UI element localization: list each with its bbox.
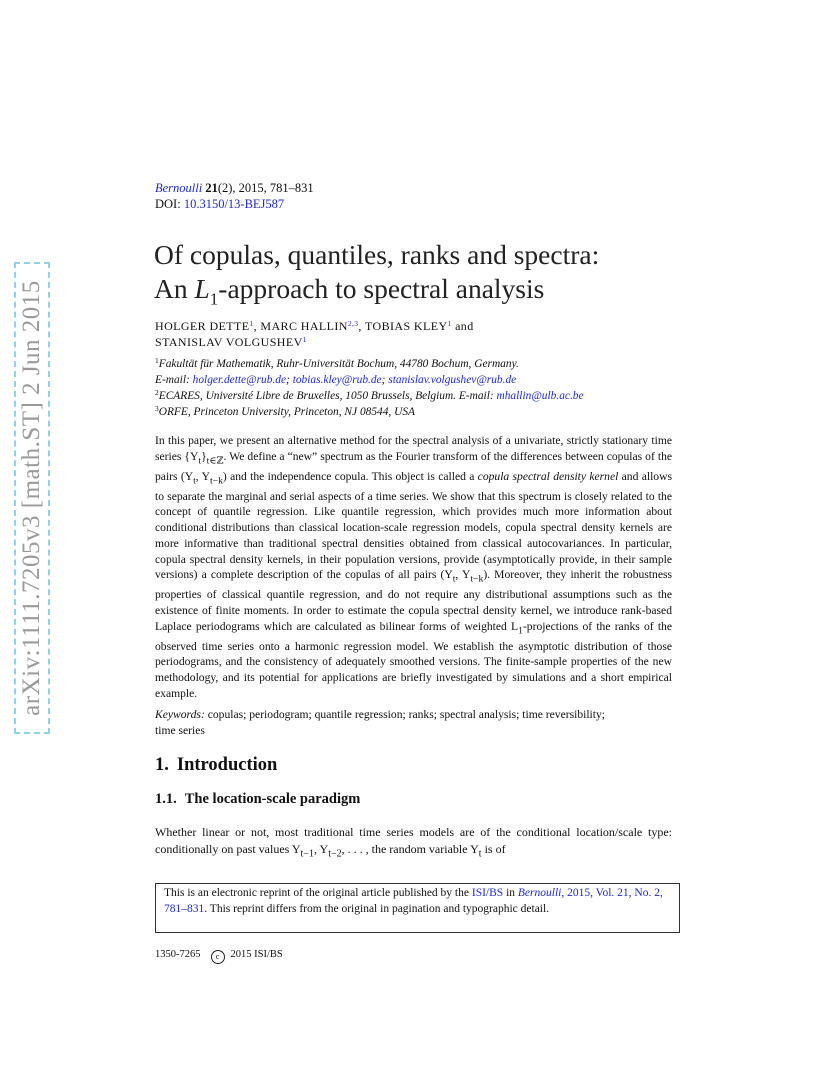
journal-name-link[interactable]: Bernoulli	[155, 181, 203, 195]
copyright-icon: c	[211, 950, 225, 964]
bernoulli-link[interactable]: Bernoulli	[517, 887, 562, 899]
author-and: and	[455, 319, 474, 333]
copyright-text: 2015 ISI/BS	[230, 949, 283, 960]
affiliation-princeton: ORFE, Princeton University, Princeton, NJ 08544, USA	[158, 406, 415, 418]
abstract-emphasis: copula spectral density kernel	[477, 469, 619, 483]
email-kley-link[interactable]: tobias.kley@rub.de	[292, 374, 382, 386]
title-line-1: Of copulas, quantiles, ranks and spectra:	[154, 239, 600, 270]
author-kley: TOBIAS KLEY	[365, 319, 448, 333]
keywords-label: Keywords:	[155, 708, 205, 721]
arxiv-stamp-text: arXiv:1111.7205v3 [math.ST] 2 Jun 2015	[18, 280, 45, 716]
section-heading-introduction: 1. Introduction	[155, 755, 278, 775]
keywords	[155, 707, 615, 738]
paper-title	[154, 238, 599, 317]
article-reference-link[interactable]: 2015, Vol. 21, No. 2, 781–831	[164, 887, 663, 915]
doi-link[interactable]: 10.3150/13-BEJ587	[183, 197, 285, 211]
affiliation-bochum: Fakultät für Mathematik, Ruhr-Universität Bochum, 44780 Bochum, Germany.	[158, 358, 519, 370]
author-hallin: MARC HALLIN	[260, 319, 348, 333]
keywords-text: copulas; periodogram; quantile regression; ranks; spectral analysis; time reversibility; time series	[155, 708, 606, 737]
journal-header	[155, 180, 314, 212]
issn-footer	[155, 949, 283, 964]
affiliation-ecares: ECARES, Université Libre de Bruxelles, 1050 Brussels, Belgium. E-mail:	[158, 390, 497, 402]
reprint-note: This is an electronic reprint of the original article published by the ISI/BS in Bernoulli, 2015, Vol. 21, No. 2, 781–831. This reprint differs from the original in pagination and typographic detail.	[155, 883, 680, 933]
author-kley-affil[interactable]: 1	[447, 319, 452, 328]
subsection-heading-location-scale: 1.1. The location-scale paradigm	[155, 791, 361, 807]
arxiv-stamp	[14, 262, 50, 734]
author-volgushev-affil[interactable]: 1	[302, 335, 307, 344]
issn: 1350-7265	[155, 949, 201, 960]
author-hallin-affil[interactable]: 2,3	[347, 319, 359, 328]
affiliations: $^1$Fakultät für Mathematik, Ruhr-Universität Bochum, 44780 Bochum, Germany. E-mail: holger.dette@rub.de; tobias.kley@rub.de; stanislav.volgushev@rub.de $^2$ECARES, Université Libre de Bruxelles, 1050 Brussels, Belgium. E-mail: mhallin@ulb.ac.be $^3$ORFE, Princeton University, Princeton, NJ 08544, USA	[155, 356, 584, 418]
intro-paragraph: Whether linear or not, most traditional time series models are of the conditional location/scale type: conditionally on past values $Y_{t-1}$, $Y_{t-2}$, . . . , the random variable $Y_t$ is of	[155, 825, 672, 859]
journal-volume: 21	[205, 181, 218, 195]
author-dette: HOLGER DETTE	[155, 319, 250, 333]
author-volgushev: STANISLAV VOLGUSHEV	[155, 335, 303, 349]
email-volgushev-link[interactable]: stanislav.volgushev@rub.de	[388, 374, 517, 386]
title-line-2: An $L_1$-approach to spectral analysis	[154, 273, 545, 309]
isi-bs-link[interactable]: ISI/BS	[471, 887, 504, 899]
abstract: In this paper, we present an alternative method for the spectral analysis of a univariate, strictly stationary time series $\{Y_t\}_{t\in ℤ}$. We define a “new” spectrum as the Fourier transform of the differences between copulas of the pairs ($Y_t$, $Y_{t-k}$) and the independence copula. This object is called a copula spectral density kernel and allows to separate the marginal and serial aspects of a time series. We show that this spectrum is closely related to the concept of quantile regression. Like quantile regression, which provides much more information about conditional distributions than classical location-scale regression models, copula spectral density kernels are more informative than traditional spectral densities obtained from classical autocovariances. In particular, copula spectral density kernels, in their population versions, provide (asymptotically provide, in their sample versions) a complete description of the copulas of all pairs ($Y_t$, $Y_{t-k}$). Moreover, they inherit the robustness properties of classical quantile regression, and do not require any distributional assumptions such as the existence of finite moments. In order to estimate the copula spectral density kernel, we introduce rank-based Laplace periodograms which are calculated as bilinear forms of weighted $L_1$-projections of the ranks of the observed time series onto a harmonic regression model. We establish the asymptotic distribution of those periodograms, and the consistency of adequately smoothed versions. The finite-sample properties of the new methodology, and its potential for applications are briefly investigated by simulations and a short empirical example.	[155, 434, 673, 700]
author-list: HOLGER DETTE$^1$, MARC HALLIN$^{2,3}$, TOBIAS KLEY$^1$ and STANISLAV VOLGUSHEV$^1$	[155, 319, 474, 349]
email-hallin-link[interactable]: mhallin@ulb.ac.be	[496, 390, 584, 402]
doi-label: DOI:	[155, 197, 181, 211]
journal-issue-pages: (2), 2015, 781–831	[217, 181, 314, 195]
author-dette-affil[interactable]: 1	[249, 319, 254, 328]
email-dette-link[interactable]: holger.dette@rub.de	[192, 374, 287, 386]
